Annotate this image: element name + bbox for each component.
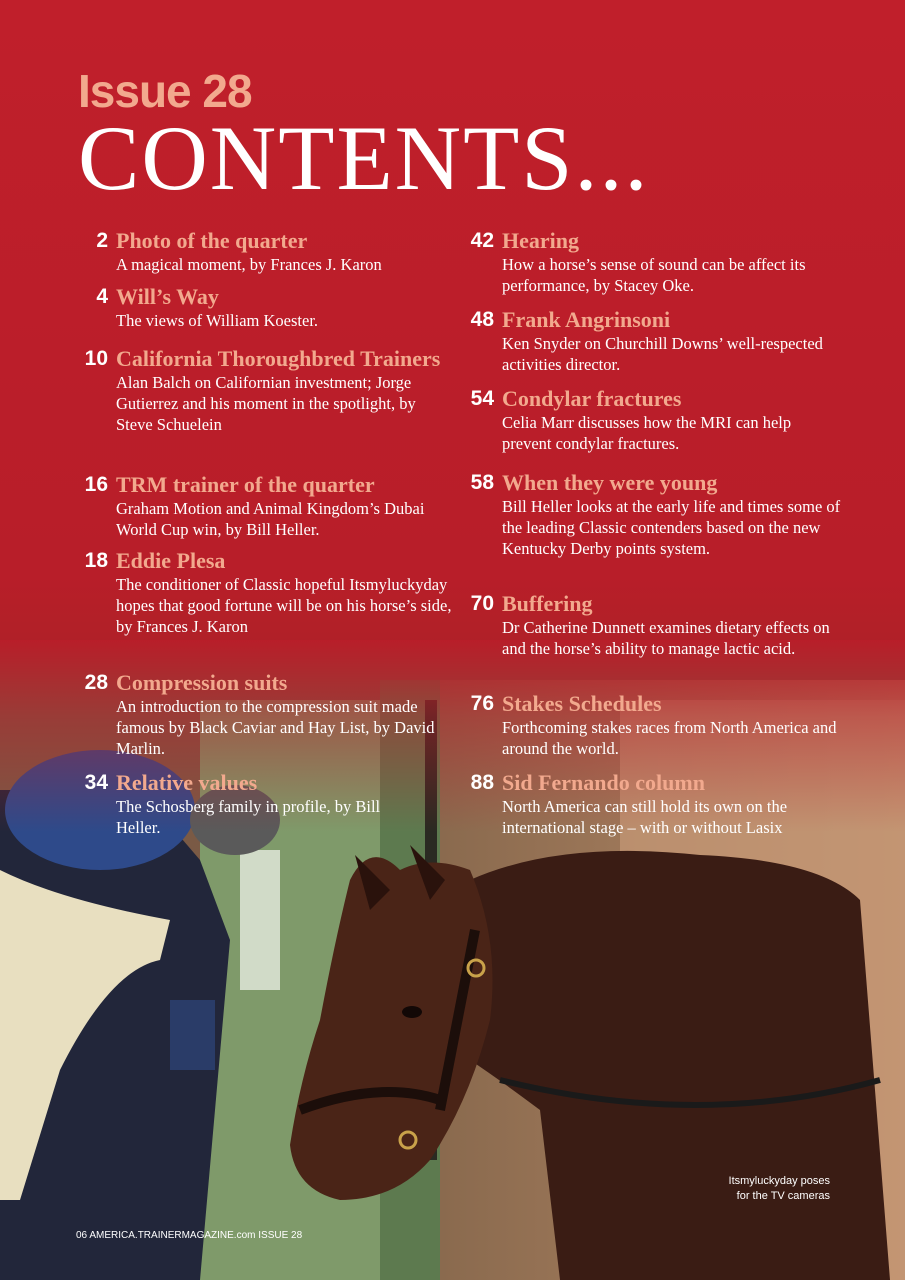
toc-entry[interactable] [96,284,456,331]
article-title: When they were young [502,470,718,495]
article-title: Stakes Schedules [502,691,662,716]
page-title: CONTENTS... [78,107,650,209]
page-number: 54 [470,387,494,410]
page-number: 48 [470,308,494,331]
article-title: TRM trainer of the quarter [116,472,375,497]
article-description: Alan Balch on Californian investment; Jorge Gutierrez and his moment in the spotlight, by Steve Schuelein [116,373,416,434]
article-title: Sid Fernando column [502,770,705,795]
article-title: Compression suits [116,670,288,695]
article-description: Ken Snyder on Churchill Downs’ well-respected activities director. [502,334,823,374]
issue-number: Issue 28 [78,65,252,117]
article-title: California Thoroughbred Trainers [116,346,441,371]
toc-entry[interactable] [84,472,456,540]
article-description: The views of William Koester. [116,311,319,330]
page-number: 10 [84,347,108,370]
toc-entry[interactable] [470,470,842,559]
article-description: The Schosberg family in profile, by Bill Heller. [116,797,381,837]
page-number: 4 [96,285,108,308]
page-number: 88 [470,771,494,794]
article-description: Dr Catherine Dunnett examines dietary effects on and the horse’s ability to manage lactic acid. [502,618,830,658]
article-title: Eddie Plesa [116,548,226,573]
page-number: 2 [96,229,108,252]
page-number: 58 [470,471,494,494]
photo-caption [729,1174,830,1204]
toc-entry[interactable] [84,346,456,435]
article-title: Will’s Way [116,284,219,309]
article-description: The conditioner of Classic hopeful Itsmyluckyday hopes that good fortune will be on his horse’s side, by Frances J. Karon [116,575,452,636]
toc-entry[interactable] [470,691,842,759]
article-description: An introduction to the compression suit made famous by Black Caviar and Hay List, by David Marlin. [116,697,435,758]
page-number: 42 [470,229,494,252]
article-title: Hearing [502,228,579,253]
article-description: How a horse’s sense of sound can be affect its performance, by Stacey Oke. [502,255,806,295]
caption-line: Itsmyluckyday poses [728,1175,830,1187]
toc-entry[interactable] [470,386,842,454]
page-number: 18 [84,549,108,572]
toc-entry[interactable] [96,228,456,275]
article-description: Celia Marr discusses how the MRI can help prevent condylar fractures. [502,413,792,453]
article-title: Condylar fractures [502,386,682,411]
toc-entry[interactable] [470,770,832,838]
article-title: Photo of the quarter [116,228,308,253]
toc-entry[interactable] [84,770,386,838]
page-number: 28 [84,671,108,694]
page-number: 76 [470,692,494,715]
page-number: 70 [470,592,494,615]
toc-entry[interactable] [470,591,842,659]
toc-entry[interactable] [470,307,842,375]
article-title: Frank Angrinsoni [502,307,671,332]
page-footer: 06 AMERICA.TRAINERMAGAZINE.com ISSUE 28 [76,1230,303,1241]
toc-entry[interactable] [470,228,842,296]
toc-entry[interactable] [84,548,456,637]
article-title: Buffering [502,591,593,616]
article-description: Forthcoming stakes races from North America and around the world. [502,718,837,758]
article-description: Bill Heller looks at the early life and times some of the leading Classic contenders based on the new Kentucky Derby points system. [502,497,841,558]
article-description: Graham Motion and Animal Kingdom’s Dubai World Cup win, by Bill Heller. [116,499,425,539]
article-title: Relative values [116,770,258,795]
article-description: North America can still hold its own on the international stage – with or without Lasix [502,797,788,837]
article-description: A magical moment, by Frances J. Karon [116,255,382,274]
page-number: 34 [84,771,108,794]
toc-entry[interactable] [84,670,456,759]
caption-line: for the TV cameras [736,1190,830,1202]
page-number: 16 [84,473,108,496]
